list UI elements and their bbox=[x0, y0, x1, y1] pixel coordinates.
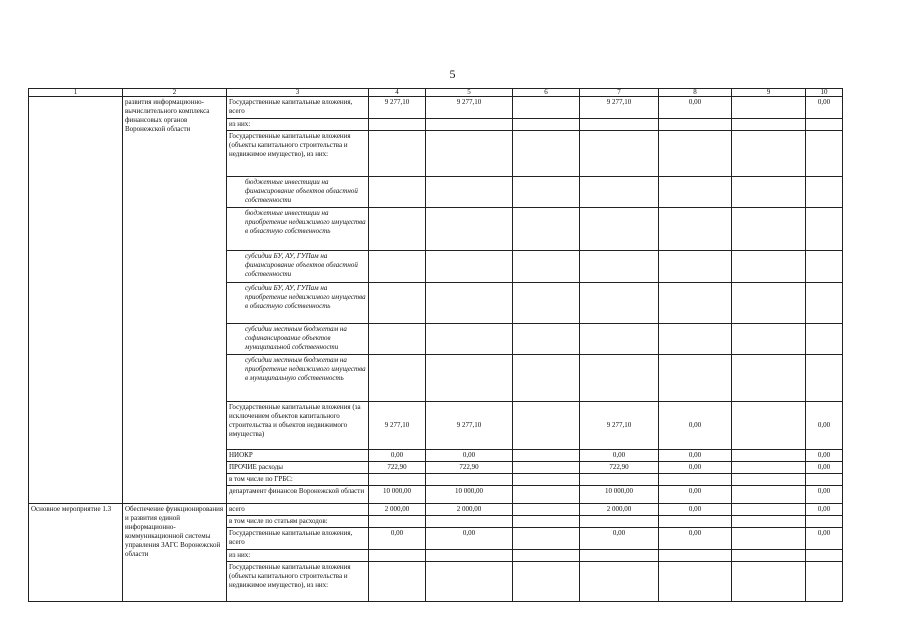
funding-source-label: в том числе по статьям расходов: bbox=[227, 516, 369, 528]
value-cell bbox=[806, 562, 843, 602]
value-cell: 9 277,10 bbox=[426, 402, 513, 450]
value-cell: 0,00 bbox=[659, 528, 732, 550]
value-cell bbox=[426, 208, 513, 251]
value-cell bbox=[659, 131, 732, 177]
value-cell bbox=[513, 462, 580, 474]
funding-source-label: всего bbox=[227, 504, 369, 516]
event-name-cell: развития информационно-вычислительного комплекса финансовых органов Воронежской области bbox=[123, 97, 227, 504]
table-row bbox=[29, 97, 843, 119]
value-cell bbox=[732, 283, 806, 324]
value-cell bbox=[513, 504, 580, 516]
value-cell bbox=[659, 208, 732, 251]
value-cell bbox=[426, 251, 513, 283]
funding-source-label: Государственные капитальные вложения, всего bbox=[227, 528, 369, 550]
value-cell bbox=[513, 355, 580, 402]
value-cell: 0,00 bbox=[426, 450, 513, 462]
value-cell bbox=[732, 324, 806, 355]
value-cell bbox=[732, 131, 806, 177]
value-cell bbox=[806, 355, 843, 402]
value-cell: 0,00 bbox=[806, 97, 843, 119]
table-body bbox=[29, 89, 843, 602]
value-cell bbox=[426, 516, 513, 528]
value-cell bbox=[659, 119, 732, 131]
value-cell: 9 277,10 bbox=[369, 97, 426, 119]
value-cell bbox=[580, 355, 659, 402]
value-cell bbox=[513, 402, 580, 450]
value-cell bbox=[806, 474, 843, 486]
value-cell bbox=[732, 251, 806, 283]
value-cell bbox=[732, 474, 806, 486]
value-cell bbox=[513, 562, 580, 602]
value-cell bbox=[659, 283, 732, 324]
value-cell bbox=[369, 550, 426, 562]
value-cell bbox=[369, 283, 426, 324]
value-cell bbox=[369, 177, 426, 208]
value-cell: 10 000,00 bbox=[426, 486, 513, 504]
value-cell bbox=[513, 450, 580, 462]
value-cell bbox=[369, 324, 426, 355]
value-cell bbox=[580, 251, 659, 283]
value-cell: 2 000,00 bbox=[426, 504, 513, 516]
funding-source-label: субсидии местным бюджетам на приобретение недвижимого имущества в муниципальную собственность bbox=[227, 355, 369, 402]
value-cell bbox=[806, 283, 843, 324]
value-cell: 9 277,10 bbox=[369, 402, 426, 450]
value-cell bbox=[426, 474, 513, 486]
value-cell: 2 000,00 bbox=[369, 504, 426, 516]
column-header: 6 bbox=[513, 89, 580, 97]
column-header: 4 bbox=[369, 89, 426, 97]
column-header: 3 bbox=[227, 89, 369, 97]
funding-source-label: НИОКР bbox=[227, 450, 369, 462]
value-cell bbox=[806, 208, 843, 251]
budget-table bbox=[28, 88, 843, 602]
funding-source-label: субсидии БУ, АУ, ГУПам на финансирование объектов областной собственности bbox=[227, 251, 369, 283]
column-header: 7 bbox=[580, 89, 659, 97]
value-cell bbox=[732, 504, 806, 516]
value-cell bbox=[659, 251, 732, 283]
value-cell: 0,00 bbox=[659, 97, 732, 119]
value-cell: 10 000,00 bbox=[369, 486, 426, 504]
event-number-cell bbox=[29, 97, 123, 504]
value-cell: 0,00 bbox=[659, 504, 732, 516]
funding-source-label: департамент финансов Воронежской области bbox=[227, 486, 369, 504]
value-cell: 0,00 bbox=[806, 450, 843, 462]
value-cell bbox=[369, 562, 426, 602]
value-cell bbox=[513, 283, 580, 324]
value-cell bbox=[806, 324, 843, 355]
value-cell bbox=[732, 97, 806, 119]
value-cell: 0,00 bbox=[806, 528, 843, 550]
value-cell bbox=[369, 474, 426, 486]
value-cell bbox=[659, 562, 732, 602]
value-cell: 0,00 bbox=[806, 462, 843, 474]
value-cell: 0,00 bbox=[580, 528, 659, 550]
value-cell: 10 000,00 bbox=[580, 486, 659, 504]
column-header: 10 bbox=[806, 89, 843, 97]
value-cell: 0,00 bbox=[369, 450, 426, 462]
page-number: 5 bbox=[449, 67, 456, 81]
value-cell bbox=[426, 324, 513, 355]
value-cell bbox=[369, 131, 426, 177]
value-cell: 0,00 bbox=[806, 504, 843, 516]
funding-source-label: бюджетные инвестиции на приобретение недвижимого имущества в областную собственность bbox=[227, 208, 369, 251]
value-cell bbox=[369, 516, 426, 528]
funding-source-label: из них: bbox=[227, 550, 369, 562]
table-header-row bbox=[29, 89, 843, 97]
value-cell bbox=[426, 355, 513, 402]
column-header: 5 bbox=[426, 89, 513, 97]
value-cell bbox=[806, 516, 843, 528]
funding-source-label: Государственные капитальные вложения (за исключением объектов капитального строительства и объектов недвижимого имущества) bbox=[227, 402, 369, 450]
value-cell bbox=[426, 119, 513, 131]
value-cell bbox=[426, 131, 513, 177]
value-cell: 2 000,00 bbox=[580, 504, 659, 516]
value-cell bbox=[659, 550, 732, 562]
value-cell bbox=[580, 131, 659, 177]
value-cell bbox=[732, 550, 806, 562]
funding-source-label: Государственные капитальные вложения (объекты капитального строительства и недвижимое имущество), из них: bbox=[227, 131, 369, 177]
value-cell bbox=[580, 474, 659, 486]
funding-source-label: субсидии местным бюджетам на софинансирование объектов муниципальной собственности bbox=[227, 324, 369, 355]
value-cell bbox=[580, 119, 659, 131]
value-cell bbox=[732, 177, 806, 208]
value-cell bbox=[732, 119, 806, 131]
value-cell: 722,90 bbox=[369, 462, 426, 474]
funding-source-label: бюджетные инвестиции на финансирование объектов областной собственности bbox=[227, 177, 369, 208]
value-cell bbox=[580, 283, 659, 324]
value-cell bbox=[369, 251, 426, 283]
value-cell: 0,00 bbox=[659, 462, 732, 474]
value-cell: 9 277,10 bbox=[580, 97, 659, 119]
value-cell bbox=[732, 562, 806, 602]
value-cell bbox=[580, 177, 659, 208]
value-cell bbox=[580, 550, 659, 562]
value-cell bbox=[369, 355, 426, 402]
value-cell bbox=[732, 208, 806, 251]
value-cell: 9 277,10 bbox=[426, 97, 513, 119]
value-cell bbox=[513, 251, 580, 283]
value-cell bbox=[426, 562, 513, 602]
value-cell bbox=[513, 131, 580, 177]
value-cell: 9 277,10 bbox=[580, 402, 659, 450]
value-cell bbox=[732, 462, 806, 474]
column-header: 8 bbox=[659, 89, 732, 97]
value-cell bbox=[580, 562, 659, 602]
value-cell bbox=[369, 208, 426, 251]
value-cell bbox=[426, 283, 513, 324]
value-cell bbox=[426, 550, 513, 562]
value-cell: 0,00 bbox=[659, 486, 732, 504]
table-row bbox=[29, 504, 843, 516]
value-cell bbox=[806, 119, 843, 131]
value-cell bbox=[732, 402, 806, 450]
value-cell: 0,00 bbox=[806, 402, 843, 450]
column-header: 9 bbox=[732, 89, 806, 97]
value-cell bbox=[732, 450, 806, 462]
funding-source-label: Государственные капитальные вложения (объекты капитального строительства и недвижимое имущество), из них: bbox=[227, 562, 369, 602]
value-cell bbox=[659, 474, 732, 486]
value-cell bbox=[513, 97, 580, 119]
column-header: 2 bbox=[123, 89, 227, 97]
value-cell: 0,00 bbox=[426, 528, 513, 550]
event-number-cell: Основное мероприятие 1.3 bbox=[29, 504, 123, 602]
value-cell bbox=[659, 355, 732, 402]
value-cell bbox=[513, 528, 580, 550]
funding-source-label: в том числе по ГРБС: bbox=[227, 474, 369, 486]
value-cell bbox=[513, 177, 580, 208]
value-cell bbox=[806, 177, 843, 208]
value-cell bbox=[580, 324, 659, 355]
value-cell bbox=[580, 516, 659, 528]
value-cell bbox=[659, 177, 732, 208]
value-cell bbox=[732, 528, 806, 550]
value-cell: 0,00 bbox=[369, 528, 426, 550]
value-cell bbox=[659, 516, 732, 528]
value-cell: 0,00 bbox=[580, 450, 659, 462]
value-cell bbox=[426, 177, 513, 208]
value-cell bbox=[513, 550, 580, 562]
value-cell bbox=[806, 251, 843, 283]
value-cell bbox=[369, 119, 426, 131]
value-cell: 722,90 bbox=[580, 462, 659, 474]
value-cell bbox=[513, 208, 580, 251]
funding-source-label: из них: bbox=[227, 119, 369, 131]
value-cell bbox=[513, 486, 580, 504]
funding-source-label: ПРОЧИЕ расходы bbox=[227, 462, 369, 474]
value-cell bbox=[513, 516, 580, 528]
value-cell bbox=[732, 486, 806, 504]
value-cell bbox=[513, 474, 580, 486]
value-cell bbox=[659, 324, 732, 355]
value-cell: 0,00 bbox=[806, 486, 843, 504]
value-cell bbox=[732, 516, 806, 528]
column-header: 1 bbox=[29, 89, 123, 97]
value-cell: 0,00 bbox=[659, 402, 732, 450]
value-cell bbox=[732, 355, 806, 402]
value-cell bbox=[806, 131, 843, 177]
funding-source-label: Государственные капитальные вложения, всего bbox=[227, 97, 369, 119]
value-cell bbox=[513, 119, 580, 131]
value-cell: 0,00 bbox=[659, 450, 732, 462]
value-cell bbox=[806, 550, 843, 562]
value-cell bbox=[580, 208, 659, 251]
event-name-cell: Обеспечение функционирования и развития единой информационно-коммуникационной системы управления ЗАГС Воронежской области bbox=[123, 504, 227, 602]
funding-source-label: субсидии БУ, АУ, ГУПам на приобретение недвижимого имущества в областную собственность bbox=[227, 283, 369, 324]
value-cell: 722,90 bbox=[426, 462, 513, 474]
value-cell bbox=[513, 324, 580, 355]
